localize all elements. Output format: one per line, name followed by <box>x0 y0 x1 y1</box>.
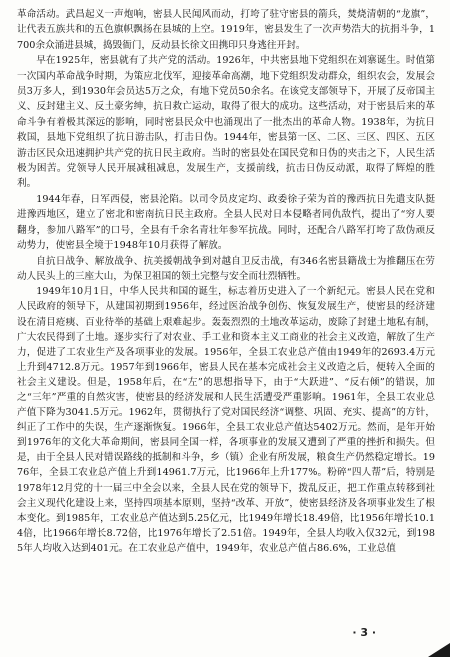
page-corner-mark <box>428 643 450 657</box>
paragraph: 1949年10月1日，中华人民共和国的诞生，标志着历史进入了一个新纪元。密县人民在党和人民政府的领导下，从建国初期到1956年，经过医治战争创伤、恢复发展生产，使密县的经济建设在清目疮痍、百业待举的基础上艰难起步。轰轰烈烈的土地改革运动，废除了封建土地私有制，广大农民得到了土地。逐步实行了对农业、手工业和资本主义工商业的社会主义改造，解放了生产力，促进了工农业生产及各项事业的发展。1956年，全县工农业总产值由1949年的2693.4万元上升到4712.8万元。1957年到1966年，密县人民在基本完成社会主义改造之后，便转入全面的社会主义建设。但是，1958年后，在“左”的思想指导下，由于“大跃进”、“反右倾”的错误，加之“三年”严重的自然灾害，使密县的经济发展和人民生活遭受严重影响。1961年，全县工农业总产值下降为3041.5万元。1962年，贯彻执行了党对国民经济“调整、巩固、充实、提高”的方针，纠正了工作中的失误，生产逐渐恢复。1966年，全县工农业总产值达5402万元。然而，是年开始到1976年的文化大革命期间，密县同全国一样，各项事业的发展又遭到了严重的挫折和损失。但是，由于全县人民对错误路线的抵制和斗争，乡（镇）企业有所发展，粮食生产仍然稳定增长。1976年，全县工农业总产值上升到14961.7万元，比1966年上升177%。粉碎“四人帮”后，特别是1978年12月党的十一届三中全会以来，全县人民在党的领导下，拨乱反正，把工作重点转移到社会主义现代化建设上来，坚持四项基本原则，坚持“改革、开放”，使密县经济及各项事业发生了根本变化。到1985年，工农业总产值达到5.25亿元，比1949年增长18.49倍，比1956年增长10.14倍，比1966年增长8.72倍，比1976年增长了2.51倍。1949年，全县人均收入仅32元，到1985年人均收入达到401元。在工农业总产值中，1949年，农业总产值占86.6%，工业总值 <box>17 286 435 554</box>
page-number: · 3 · <box>352 626 376 639</box>
paragraph: 早在1925年，密县就有了共产党的活动。1926年，中共密县地下党组织在刘寨诞生。时值第一次国内革命战争时期，为策应北伐军，迎接革命高潮，地下党组织发动群众，组织农会，发展会员3万多人，到1930年会员达5万之众，有地下党员50余名。在该党支部领导下，开展了反帝国主义、反封建主义、反土豪劣绅，抗日救亡运动，取得了很大的成功。这些活动，对于密县后来的革命斗争有着极其深远的影响，同时密县民众中也涌现出了一批杰出的革命人物。1938年，为抗日救国，县地下党组织了抗日游击队，打击日伪。1944年，密县第一区、二区、三区、四区、五区游击区民众迅速拥护共产党的抗日民主政府。当时的密县处在国民党和日伪的夹击之下，人民生活极为困苦。党领导人民开展减租减息，发展生产，支援前线，抗击日伪反动派，取得了辉煌的胜利。 <box>17 55 435 190</box>
paragraph: 自抗日战争、解放战争、抗美援朝战争到对越自卫反击战，有346名密县籍战士为推翻压在劳动人民头上的三座大山，为保卫祖国的领土完整与安全而壮烈牺牲。 <box>17 255 435 282</box>
paragraph: 1944年春，日军西侵，密县沦陷。以司令员皮定均、政委徐子荣为首的豫西抗日先遣支队挺进豫西地区，建立了密北和密南抗日民主政府。全县人民对日本侵略者同仇敌忾，提出了“穷人要翻身，参加八路军”的口号，全县有千余名青壮年参军抗战。同时，还配合八路军打垮了敌伪顽反动势力，使密县全境于1948年10月获得了解放。 <box>17 193 435 252</box>
paragraph: 革命活动。武昌起义一声炮响，密县人民闻风而动，打垮了驻守密县的箭兵，焚烧清朝的“龙旗”，让代表五族共和的五色旗帜飘扬在县城的上空。1919年，密县发生了一次声势浩大的抗捐斗争，1700余众涌进县城，捣毁衙门，反动县长徐文田携印只身逃往开封。 <box>17 9 435 51</box>
